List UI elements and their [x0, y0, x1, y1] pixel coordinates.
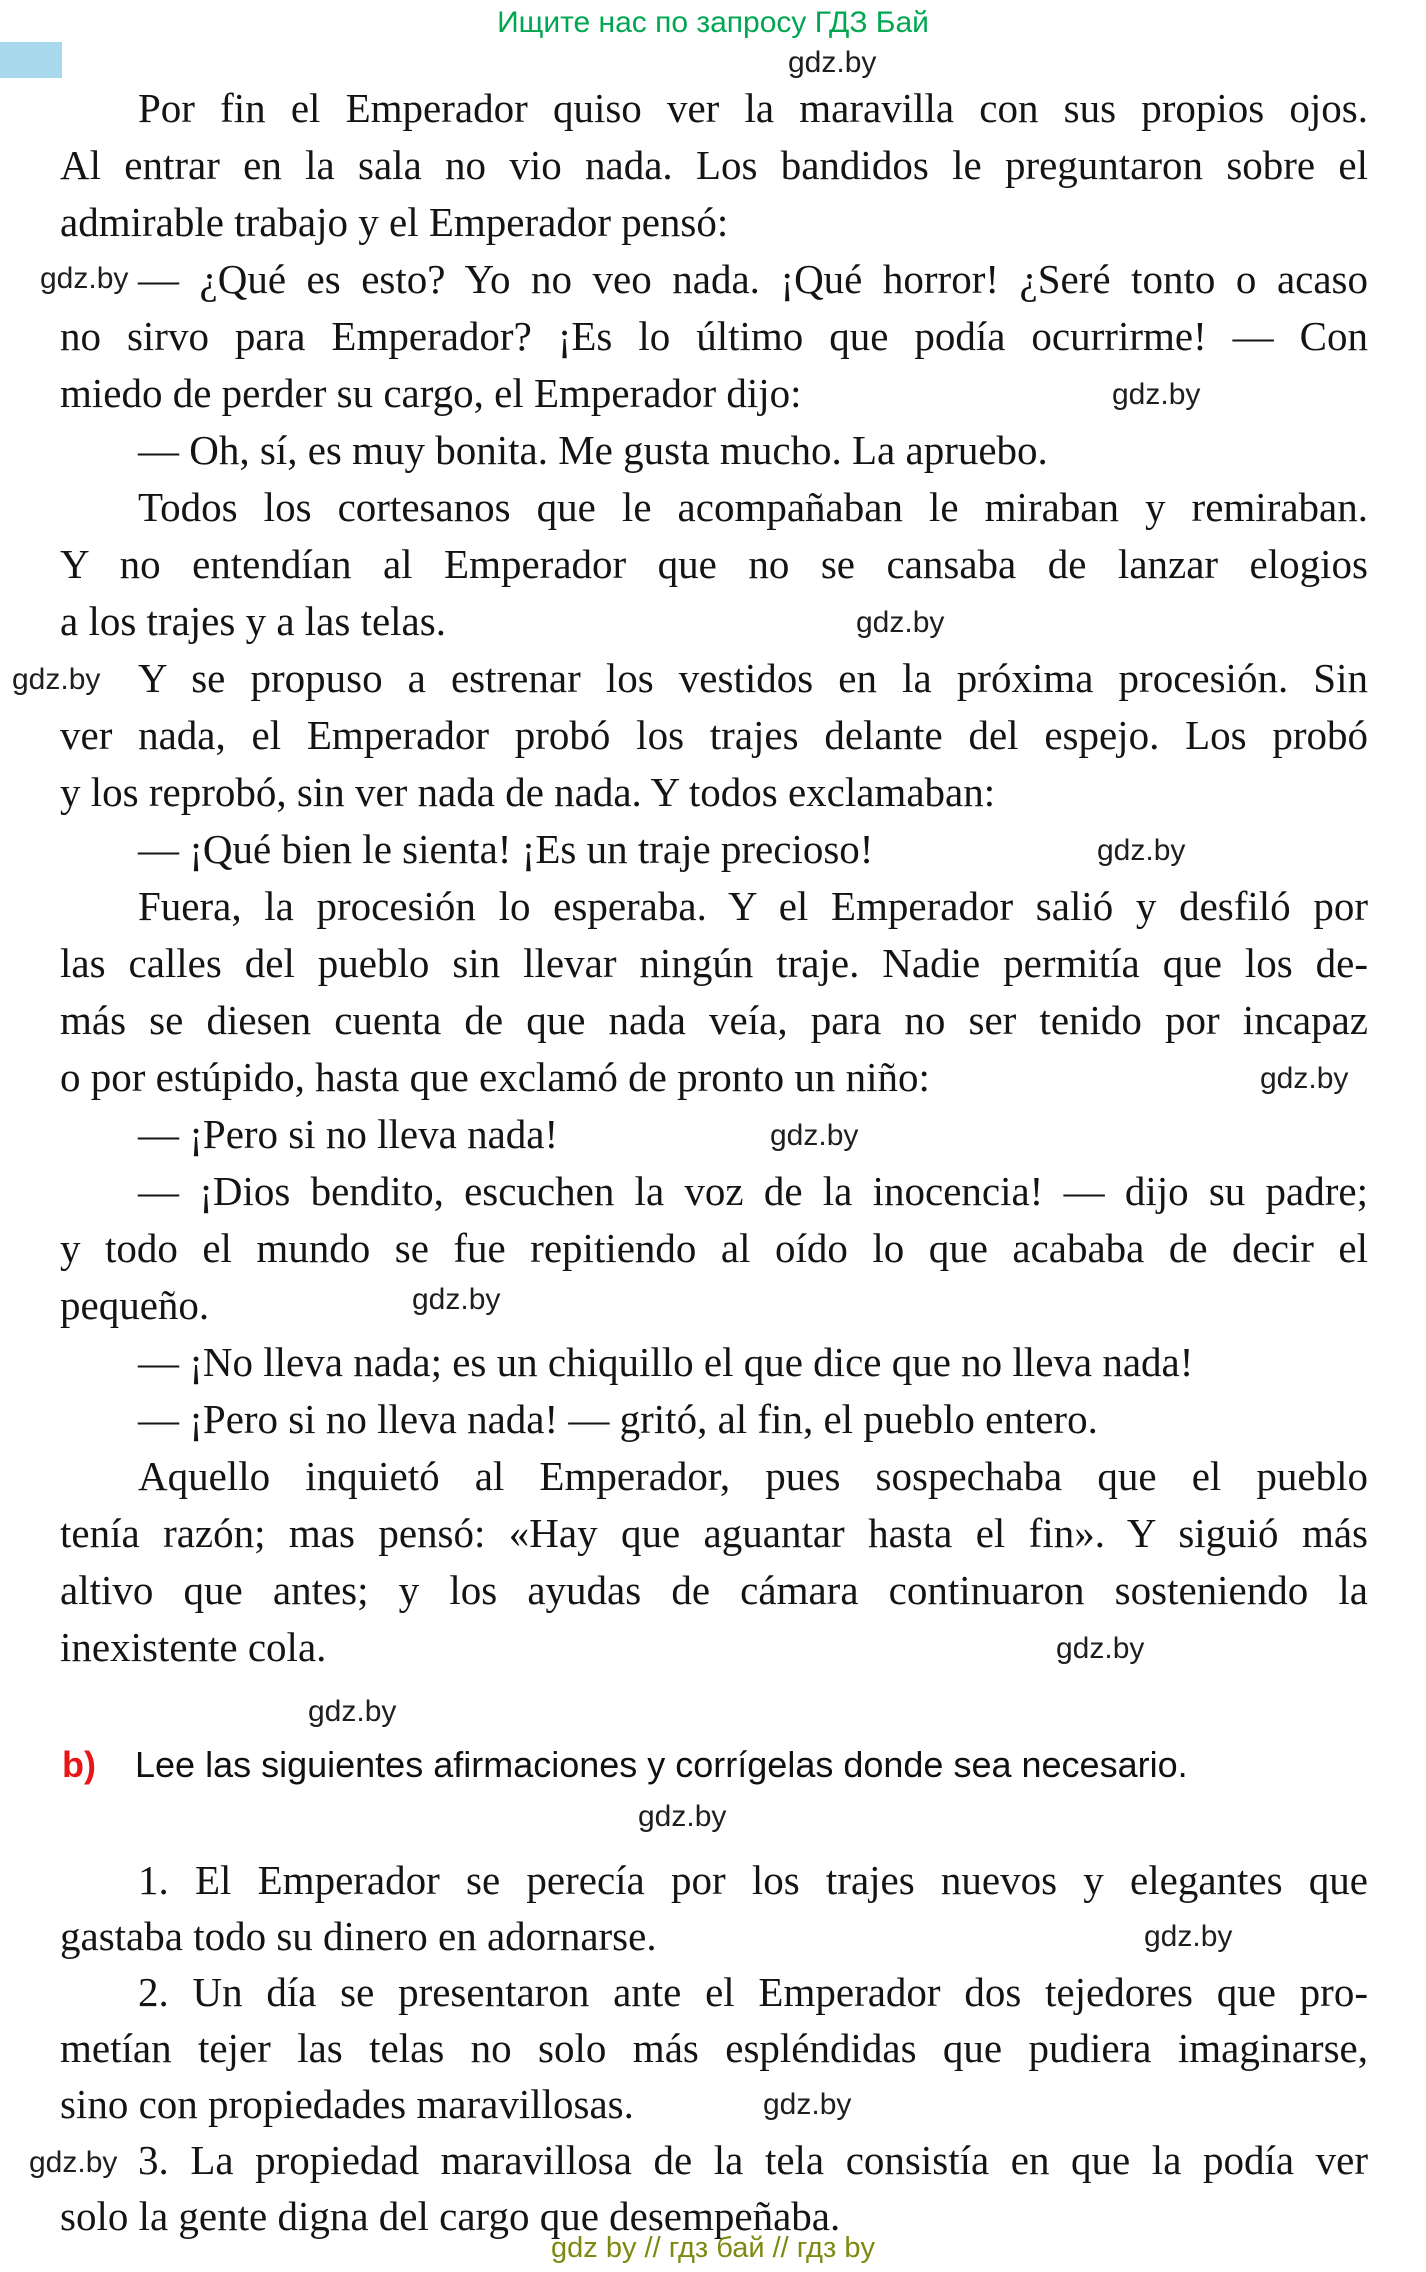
text-line: — Oh, sí, es muy bonita. Me gusta mucho. La apruebo. [138, 427, 1048, 473]
text-line: Al entrar en la sala no vio nada. Los bandidos le preguntaron sobre el [60, 142, 1368, 188]
text-line: — ¡Dios bendito, escuchen la voz de la inocencia! — dijo su padre; [138, 1168, 1368, 1214]
watermark-gdzby: gdz.by [770, 1119, 859, 1152]
watermark-gdzby: gdz.by [412, 1283, 501, 1316]
footer-watermark: gdz by // гдз бай // гдз by [551, 2232, 875, 2264]
text-line: — ¡No lleva nada; es un chiquillo el que dice que no lleva nada! [138, 1339, 1194, 1385]
text-line: Todos los cortesanos que le acompañaban le miraban y remiraban. [138, 484, 1368, 530]
text-line: altivo que antes; y los ayudas de cámara continuaron sosteniendo la [60, 1567, 1368, 1613]
text-line: Por fin el Emperador quiso ver la maravilla con sus propios ojos. [138, 85, 1368, 131]
text-line: — ¿Qué es esto? Yo no veo nada. ¡Qué horror! ¿Seré tonto o acaso [138, 256, 1368, 302]
text-line: gastaba todo su dinero en adornarse. [60, 1913, 657, 1959]
text-line: Y no entendían al Emperador que no se cansaba de lanzar elogios [60, 541, 1368, 587]
text-line: a los trajes y a las telas. [60, 598, 446, 644]
text-line: inexistente cola. [60, 1624, 327, 1670]
watermark-gdzby: gdz.by [856, 606, 945, 639]
watermark-gdzby: gdz.by [1097, 834, 1186, 867]
blue-highlight-mark [0, 42, 62, 78]
watermark-gdzby: gdz.by [1144, 1920, 1233, 1953]
text-line: pequeño. [60, 1282, 210, 1328]
story-text-block [60, 80, 1368, 1676]
statements-list [60, 1852, 1368, 2244]
exercise-b-heading [62, 1742, 1370, 1788]
text-line: 3. La propiedad maravillosa de la tela consistía en que la podía ver [138, 2137, 1368, 2183]
promo-header: Ищите нас по запросу ГДЗ Бай [497, 6, 929, 39]
text-line: Y se propuso a estrenar los vestidos en la próxima procesión. Sin [138, 655, 1368, 701]
text-line: Aquello inquietó al Emperador, pues sospechaba que el pueblo [138, 1453, 1368, 1499]
watermark-gdzby: gdz.by [308, 1695, 397, 1728]
text-line: no sirvo para Emperador? ¡Es lo último que podía ocurrirme! — Con [60, 313, 1368, 359]
text-line: y los reprobó, sin ver nada de nada. Y todos exclamaban: [60, 769, 996, 815]
text-line: 2. Un día se presentaron ante el Emperador dos tejedores que pro- [138, 1969, 1368, 2015]
watermark-gdzby: gdz.by [1112, 378, 1201, 411]
exercise-b-label: b) [62, 1744, 96, 1785]
text-line: y todo el mundo se fue repitiendo al oído lo que acababa de decir el [60, 1225, 1368, 1271]
text-line: ver nada, el Emperador probó los trajes delante del espejo. Los probó [60, 712, 1368, 758]
text-line: — ¡Pero si no lleva nada! — gritó, al fin, el pueblo entero. [138, 1396, 1098, 1442]
watermark-gdzby-header: gdz.by [788, 46, 877, 79]
text-line: tenía razón; mas pensó: «Hay que aguantar hasta el fin». Y siguió más [60, 1510, 1368, 1556]
text-line: solo la gente digna del cargo que desempeñaba. [60, 2193, 841, 2239]
watermark-gdzby: gdz.by [638, 1800, 727, 1833]
text-line: o por estúpido, hasta que exclamó de pronto un niño: [60, 1054, 930, 1100]
text-line: Fuera, la procesión lo esperaba. Y el Emperador salió y desfiló por [138, 883, 1368, 929]
watermark-gdzby: gdz.by [763, 2088, 852, 2121]
watermark-gdzby: gdz.by [40, 262, 129, 295]
text-line: — ¡Qué bien le sienta! ¡Es un traje precioso! [138, 826, 874, 872]
text-line: sino con propiedades maravillosas. [60, 2081, 634, 2127]
exercise-b-instruction: Lee las siguientes afirmaciones y corrígelas donde sea necesario. [135, 1744, 1188, 1785]
text-line: las calles del pueblo sin llevar ningún traje. Nadie permitía que los de- [60, 940, 1368, 986]
text-line: admirable trabajo y el Emperador pensó: [60, 199, 729, 245]
watermark-gdzby: gdz.by [1260, 1062, 1349, 1095]
watermark-gdzby: gdz.by [1056, 1632, 1145, 1665]
watermark-gdzby: gdz.by [29, 2146, 118, 2179]
watermark-gdzby: gdz.by [12, 663, 101, 696]
text-line: miedo de perder su cargo, el Emperador dijo: [60, 370, 802, 416]
text-line: — ¡Pero si no lleva nada! [138, 1111, 559, 1157]
text-line: más se diesen cuenta de que nada veía, para no ser tenido por incapaz [60, 997, 1368, 1043]
text-line: metían tejer las telas no solo más espléndidas que pudiera imaginarse, [60, 2025, 1368, 2071]
text-line: 1. El Emperador se perecía por los trajes nuevos y elegantes que [138, 1857, 1368, 1903]
